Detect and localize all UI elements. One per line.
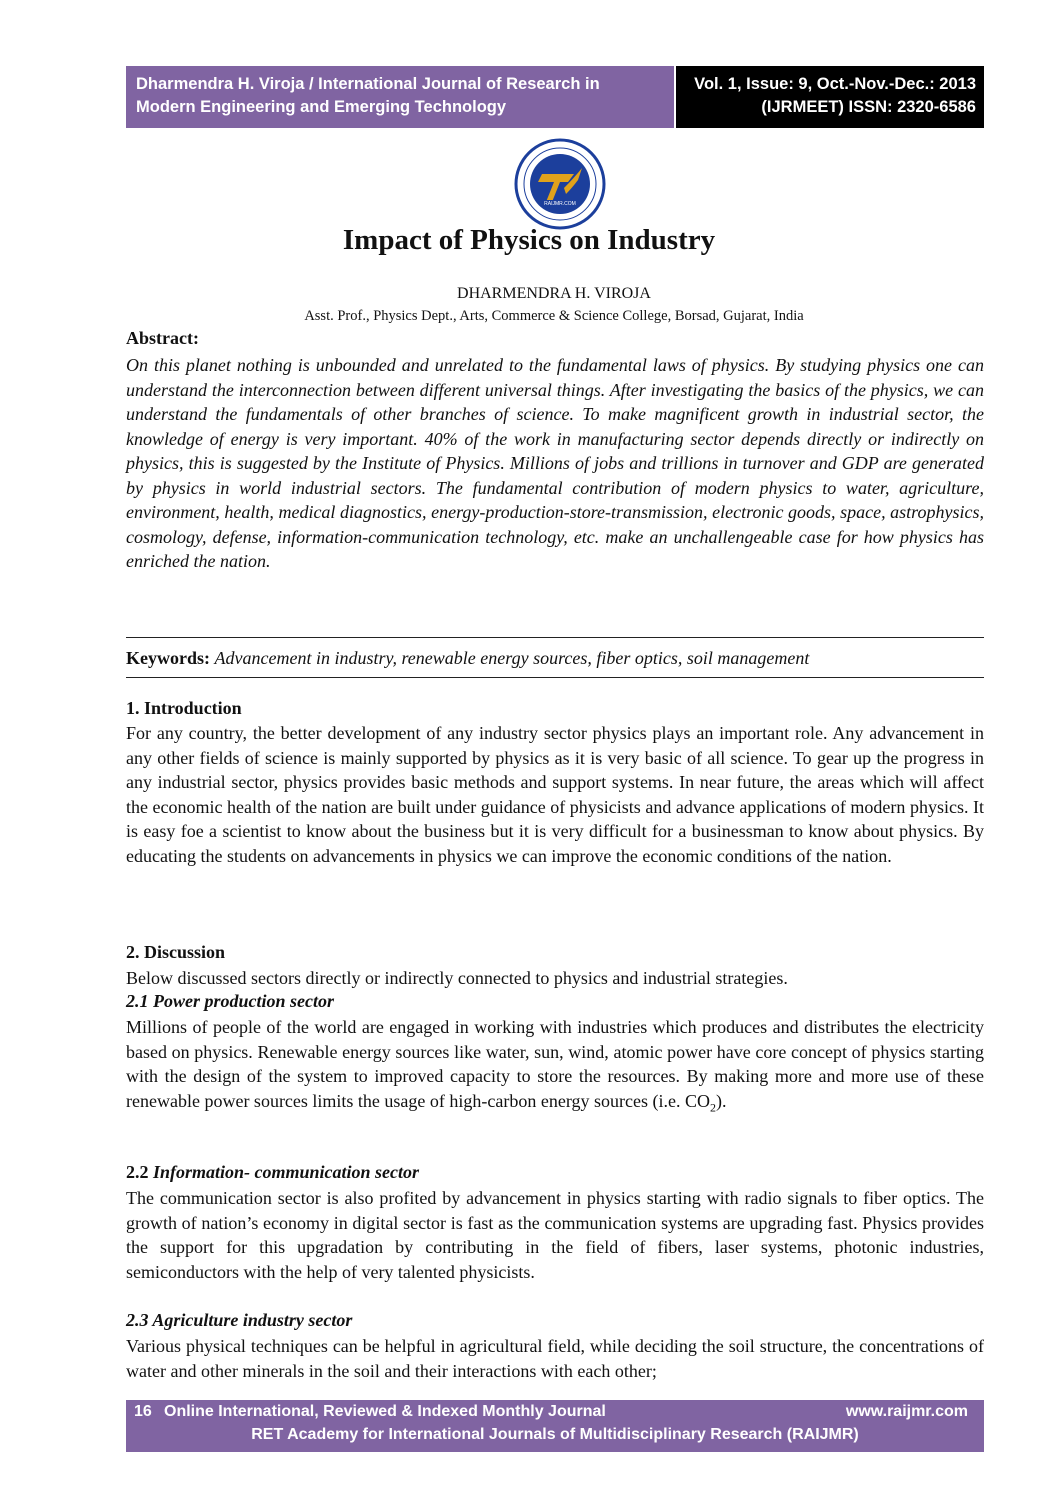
journal-footer: [126, 1400, 984, 1452]
footer-url-link[interactable]: www.raijmr.com: [845, 1403, 968, 1420]
section-2-2-heading: [126, 1162, 984, 1183]
logo-text: RAIJMR.COM: [544, 201, 576, 207]
keywords-text: Advancement in industry, renewable energy sources, fiber optics, soil management: [214, 648, 810, 668]
section-2-1-heading: [126, 991, 984, 1012]
section-2-1-text: [126, 1015, 984, 1120]
section-2-1-number: 2.1: [126, 991, 149, 1011]
section-2-1-end: ).: [715, 1090, 727, 1111]
section-2-2-text: The communication sector is also profited by advancement in physics starting with radio signals to fiber optics. The growth of nation’s economy in digital sector is fast as the communication systems are upgrading fast. Physics provides the support for this upgradation by contributing in the field of fibers, laser systems, photonic industries, semiconductors with the help of very talented physicists.: [126, 1188, 984, 1282]
section-2-3-text: Various physical techniques can be helpful in agricultural field, while deciding the soil structure, the concentrations of water and other minerals in the soil and their interactions with each other;: [126, 1336, 984, 1381]
journal-header-left: [126, 66, 674, 128]
section-2-3-heading: [126, 1310, 984, 1331]
abstract-heading: Abstract:: [126, 328, 199, 348]
discussion-heading: 2. Discussion: [126, 942, 226, 962]
co2-subscript: 2: [709, 1100, 716, 1115]
paper-title: Impact of Physics on Industry: [342, 224, 716, 256]
author-affiliation: Asst. Prof., Physics Dept., Arts, Commerce & Science College, Borsad, Gujarat, India: [304, 308, 804, 324]
page-number: 16: [134, 1403, 152, 1420]
section-2-2-title: Information- communication sector: [153, 1162, 420, 1182]
intro-text: For any country, the better development of any industry sector physics plays an important role. Any advancement in any other fields of science is mainly supported by physics as it is very basic of all science. To gear up the progress in any industrial sector, physics provides basic methods and support systems. In near future, the areas which will affect the economic health of the nation are built under guidance of physicists and advance applications of modern physics. It is easy foe a scientist to know about the business but it is very difficult for a businessman to know about physics. By educating the students on advancements in physics we can improve the economic conditions of the nation.: [126, 723, 984, 866]
divider-top: [126, 637, 984, 638]
journal-name-line2: Modern Engineering and Emerging Technology: [136, 98, 507, 116]
section-2-2-number: 2.2: [126, 1162, 149, 1182]
raijmr-seal-logo-icon: [508, 138, 612, 230]
footer-journal-type: Online International, Reviewed & Indexed Monthly Journal: [164, 1403, 606, 1420]
divider-bottom: [126, 677, 984, 678]
abstract-text: On this planet nothing is unbounded and unrelated to the fundamental laws of physics. By studying physics one can understand the interconnection between different universal things. After investigating the basics of the physics, we can understand the fundamentals of other branches of science. To make magnificent growth in industrial sector, the knowledge of energy is very important. 40% of the work in manufacturing sector depends directly or indirectly on physics, this is suggested by the Institute of Physics. Millions of jobs and trillions in turnover and GDP are generated by physics in world industrial sectors. The fundamental contribution of modern physics to water, agriculture, environment, health, medical diagnostics, energy-production-store-transmission, electronic goods, space, astrophysics, cosmology, defense, information-communication technology, etc. make an unchallengeable case for how physics has enriched the nation.: [126, 355, 984, 571]
section-2-1-body: Millions of people of the world are engaged in working with industries which produces and distributes the electricity based on physics. Renewable energy sources like water, sun, wind, atomic power have core concept of physics starting with the design of the system to improved capacity to store the resources. By making more and more use of these renewable power sources limits the usage of high-carbon energy sources (i.e. CO: [126, 1017, 984, 1111]
section-2-1-title: Power production sector: [153, 991, 335, 1011]
footer-publisher: RET Academy for International Journals of Multidisciplinary Research (RAIJMR): [251, 1426, 859, 1443]
author-name: DHARMENDRA H. VIROJA: [457, 285, 651, 302]
keywords-line: [126, 648, 984, 669]
intro-heading: 1. Introduction: [126, 698, 242, 718]
section-2-3-title: Agriculture industry sector: [152, 1310, 353, 1330]
journal-name-line1: Dharmendra H. Viroja / International Journal of Research in: [136, 75, 600, 93]
journal-header-right: [676, 66, 984, 128]
keywords-label: Keywords:: [126, 648, 210, 668]
issn-info: (IJRMEET) ISSN: 2320-6586: [761, 98, 976, 116]
section-2-3-number: 2.3: [126, 1310, 149, 1330]
issue-info: Vol. 1, Issue: 9, Oct.-Nov.-Dec.: 2013: [694, 75, 976, 93]
discussion-text: Below discussed sectors directly or indirectly connected to physics and industrial strategies.: [126, 968, 788, 988]
